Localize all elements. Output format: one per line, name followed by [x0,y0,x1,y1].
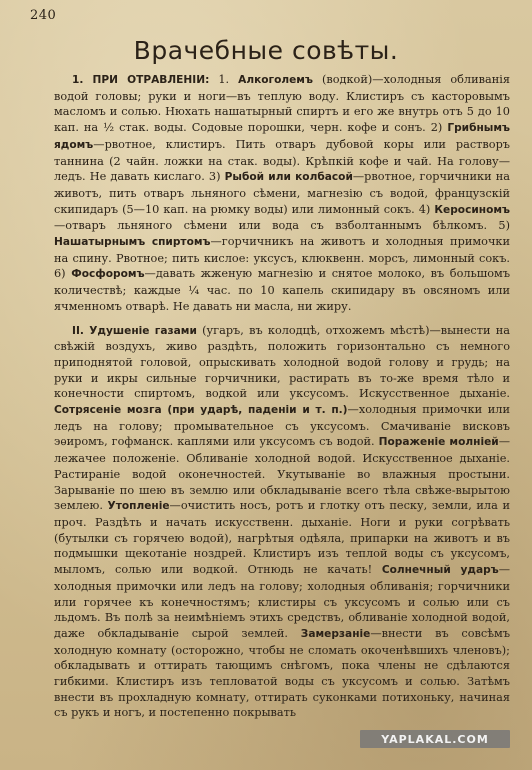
section-heading-gas: II. Удушеніе газами [72,324,197,337]
text: (водкой)—холодныя обливанія водой головы; руки и ноги—въ теплую воду. Клистиръ съ касторовымъ масломъ и солью. Нюхать нашатырный спиртъ и его же внутрь отъ 5 до 10 кап. на ½ стак. воды. Содовые порошки, черн. кофе и сонъ. 2) [54,73,510,135]
page-title: Врачебные совѣты. [133,36,399,65]
article-body [54,72,510,752]
text: 1. [209,73,239,86]
section-asphyxia [54,323,510,722]
text: —отваръ льняного сѣмени или вода съ взболтаннымъ бѣлкомъ. 5) [54,219,510,233]
text: —давать жженую магнезію и снятое молоко, въ большомъ количествѣ; каждые ¼ час. по 10 капель скипидару въ овсяномъ или ячменномъ отварѣ. Не давать ни масла, ни жиру. [54,267,511,313]
section-heading-poisoning: 1. ПРИ ОТРАВЛЕНІИ: [72,74,210,86]
subheading-kerosene: Керосиномъ [434,203,510,216]
text: —холодныя примочки или ледъ на голову; холодныя обливанія; горчичники или горячее къ конечностямъ; клистиры съ уксусомъ и солью или съ льдомъ. Въ полѣ за неимѣніемъ этихъ средствъ, обливаніе холодной водой, даже обкладываніе сырой землей. [54,563,510,640]
text: —рвотное, клистиръ. Пить отваръ дубовой коры или растворъ таннина (2 чайн. ложки на стак. воды). Крѣпкій кофе и чай. На голову—ледъ. Не давать кислаго. 3) [54,137,510,184]
text: —рвотное, горчичники на животъ, пить отваръ льняного сѣмени, магнезію съ водой, французскій скипидаръ (5—10 кап. на рюмку воды) или лимонный сокъ. 4) [54,170,510,216]
subheading-fish-sausage: Рыбой или колбасой [224,171,353,184]
subheading-drowning: Утопленіе [107,500,170,513]
subheading-phosphorus: Фосфоромъ [71,268,145,281]
text: (угаръ, въ колодцѣ, отхожемъ мѣстѣ)—вынести на свѣжій воздухъ, живо раздѣть, положить горизонтально съ немного приподнятой головой, опрыскивать холодной водой голову и грудь; на руки и икры сильные горчичники, растирать въ то-же время тѣло и конечности спиртомъ, водкой или уксусомъ. Искусственное дыханіе. [54,323,510,401]
subheading-sunstroke: Солнечный ударъ [381,564,499,577]
subheading-alcohol: Алкоголемъ [238,74,313,86]
subheading-freezing: Замерзаніе [300,627,371,640]
text: —горчичникъ на животъ и холодныя примочки на спину. Рвотное; пить кислое: уксусъ, клюквенн. морсъ, лимонный сокъ. 6) [54,235,510,281]
page-number: 240 [30,8,57,23]
text: —внести въ совсѣмъ холодную комнату (осторожно, чтобы не сломать окоченѣвшихъ членовъ); обкладывать и оттирать тающимъ снѣгомъ, пока члены не сдѣлаются гибкими. Клистиръ изъ тепловатой воды съ уксусомъ и солью. Затѣмъ внести въ прохладную комнату, оттирать суконками потихоньку, начиная съ рукъ и ногъ, и постепенно покрывать [54,626,511,720]
section-poisoning [54,72,510,315]
text: —лежачее положеніе. Обливаніе холодной водой. Искусственное дыханіе. Растираніе водой оконечностей. Укутываніе во влажныя простыни. Зарываніе по шею въ землю или обкладываніе всего тѣла свѣже-вырытою землею. [54,435,510,513]
subheading-mushroom: Грибнымъ ядомъ [54,122,510,151]
subheading-ammonia: Нашатырнымъ спиртомъ [54,236,211,249]
watermark: YAPLAKAL.COM [360,730,510,748]
subheading-lightning: Пораженіе молніей [378,436,499,449]
subheading-concussion: Сотрясеніе мозга (при ударѣ, паденіи и т. п.) [54,404,348,417]
text: —очистить носъ, ротъ и глотку отъ песку, земли, ила и проч. Раздѣть и начать искусственн. дыханіе. Ноги и руки согрѣвать (бутылки съ горячею водой), нагрѣтыя одѣяла, припарки на животъ и въ подмышки щекотаніе ноздрей. Клистиръ изъ теплой воды съ уксусомъ, мыломъ, солью или водкой. Отнюдь не качать! [54,499,510,577]
text: —холодныя примочки или ледъ на голову; промывательное съ уксусомъ. Смачиваніе висковъ эѳиромъ, гофманск. каплями или уксусомъ съ водой. [54,403,510,449]
